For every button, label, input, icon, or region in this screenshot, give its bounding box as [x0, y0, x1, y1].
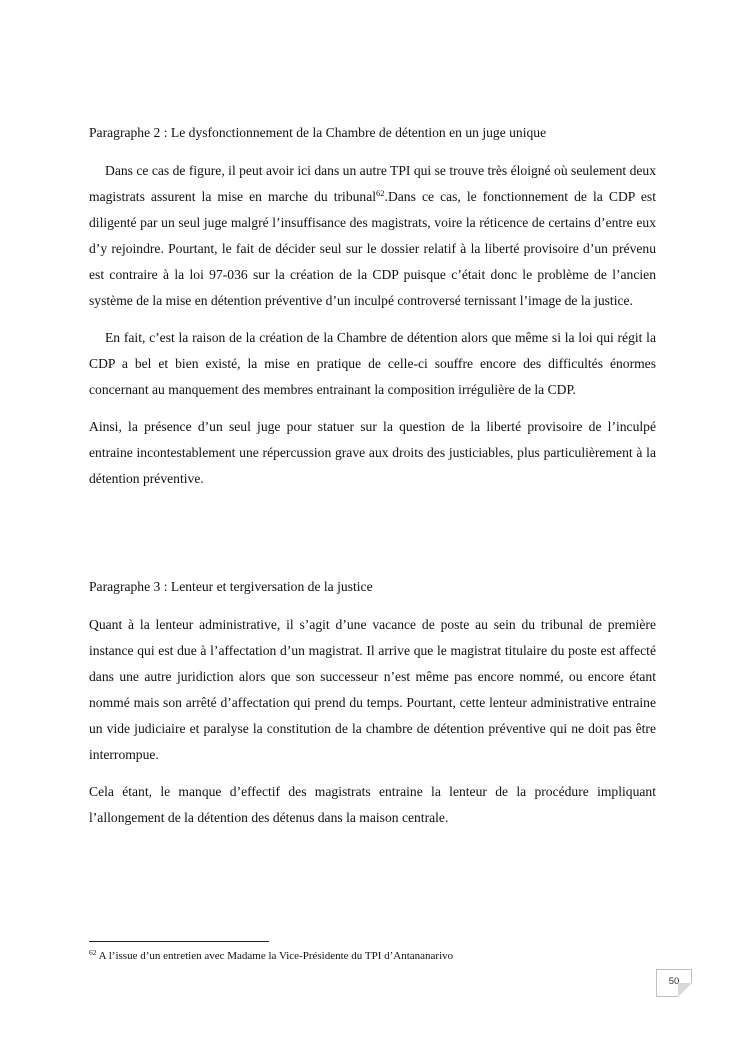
section-2-paragraph-2: En fait, c’est la raison de la création de la Chambre de détention alors que même si la loi qui régit la CDP a bel et bien existé, la mise en pratique de celle-ci souffre encore des difficultés énormes concernant au manquement des membres entrainant la composition irrégulière de la CDP. — [89, 330, 656, 397]
page-body — [89, 120, 656, 831]
footnote-number: 62 — [89, 948, 97, 957]
footnote-separator — [89, 941, 269, 942]
footnote — [89, 948, 453, 964]
page-number: 50 — [668, 976, 680, 987]
footnote-text: A l’issue d’un entretien avec Madame la Vice-Présidente du TPI d’Antananarivo — [96, 950, 454, 962]
section-2-paragraph-1-continuation: .Dans ce cas, le fonctionnement de la CDP est diligenté par un seul juge malgré l’insuffisance des magistrats, voire la réticence de certains d’entre eux d’y rejoindre. Pourtant, le fait de décider seul sur le dossier relatif à la liberté provisoire d’un prévenu est contraire à la loi 97-036 sur la création de la CDP puisque c’était donc le problème de l’ancien système de la mise en détention préventive d’un inculpé controversé ternissant l’image de la justice. — [89, 189, 656, 308]
section-2-paragraph-3: Ainsi, la présence d’un seul juge pour statuer sur la question de la liberté provisoire de l’inculpé entraine incontestablement une répercussion grave aux droits des justiciables, plus particulièrement à la détention préventive. — [89, 419, 656, 486]
page-number-box — [656, 969, 692, 997]
section-2-paragraph-1-text: Dans ce cas de figure, il peut avoir ici dans un autre TPI qui se trouve très éloigné où seulement deux magistrats assurent la mise en marche du tribunal — [89, 163, 656, 204]
section-3-paragraph-1: Quant à la lenteur administrative, il s’agit d’une vacance de poste au sein du tribunal de première instance qui est due à l’affectation d’un magistrat. Il arrive que le magistrat titulaire du poste est affecté dans une autre juridiction alors que son successeur n’est même pas encore nommé, ou encore étant nommé mais son arrêté d’affectation qui prend du temps. Pourtant, cette lenteur administrative entraine un vide judiciaire et paralyse la constitution de la chambre de détention préventive qui ne doit pas être interrompue. — [89, 617, 656, 762]
section-2-paragraph-1 — [89, 158, 656, 314]
section-3-heading: Paragraphe 3 : Lenteur et tergiversation de la justice — [89, 579, 373, 594]
section-2-heading: Paragraphe 2 : Le dysfonctionnement de la Chambre de détention en un juge unique — [89, 125, 547, 140]
section-3-paragraph-2: Cela étant, le manque d’effectif des magistrats entraine la lenteur de la procédure impliquant l’allongement de la détention des détenus dans la maison centrale. — [89, 784, 656, 825]
footnote-reference[interactable]: 62 — [376, 188, 385, 198]
